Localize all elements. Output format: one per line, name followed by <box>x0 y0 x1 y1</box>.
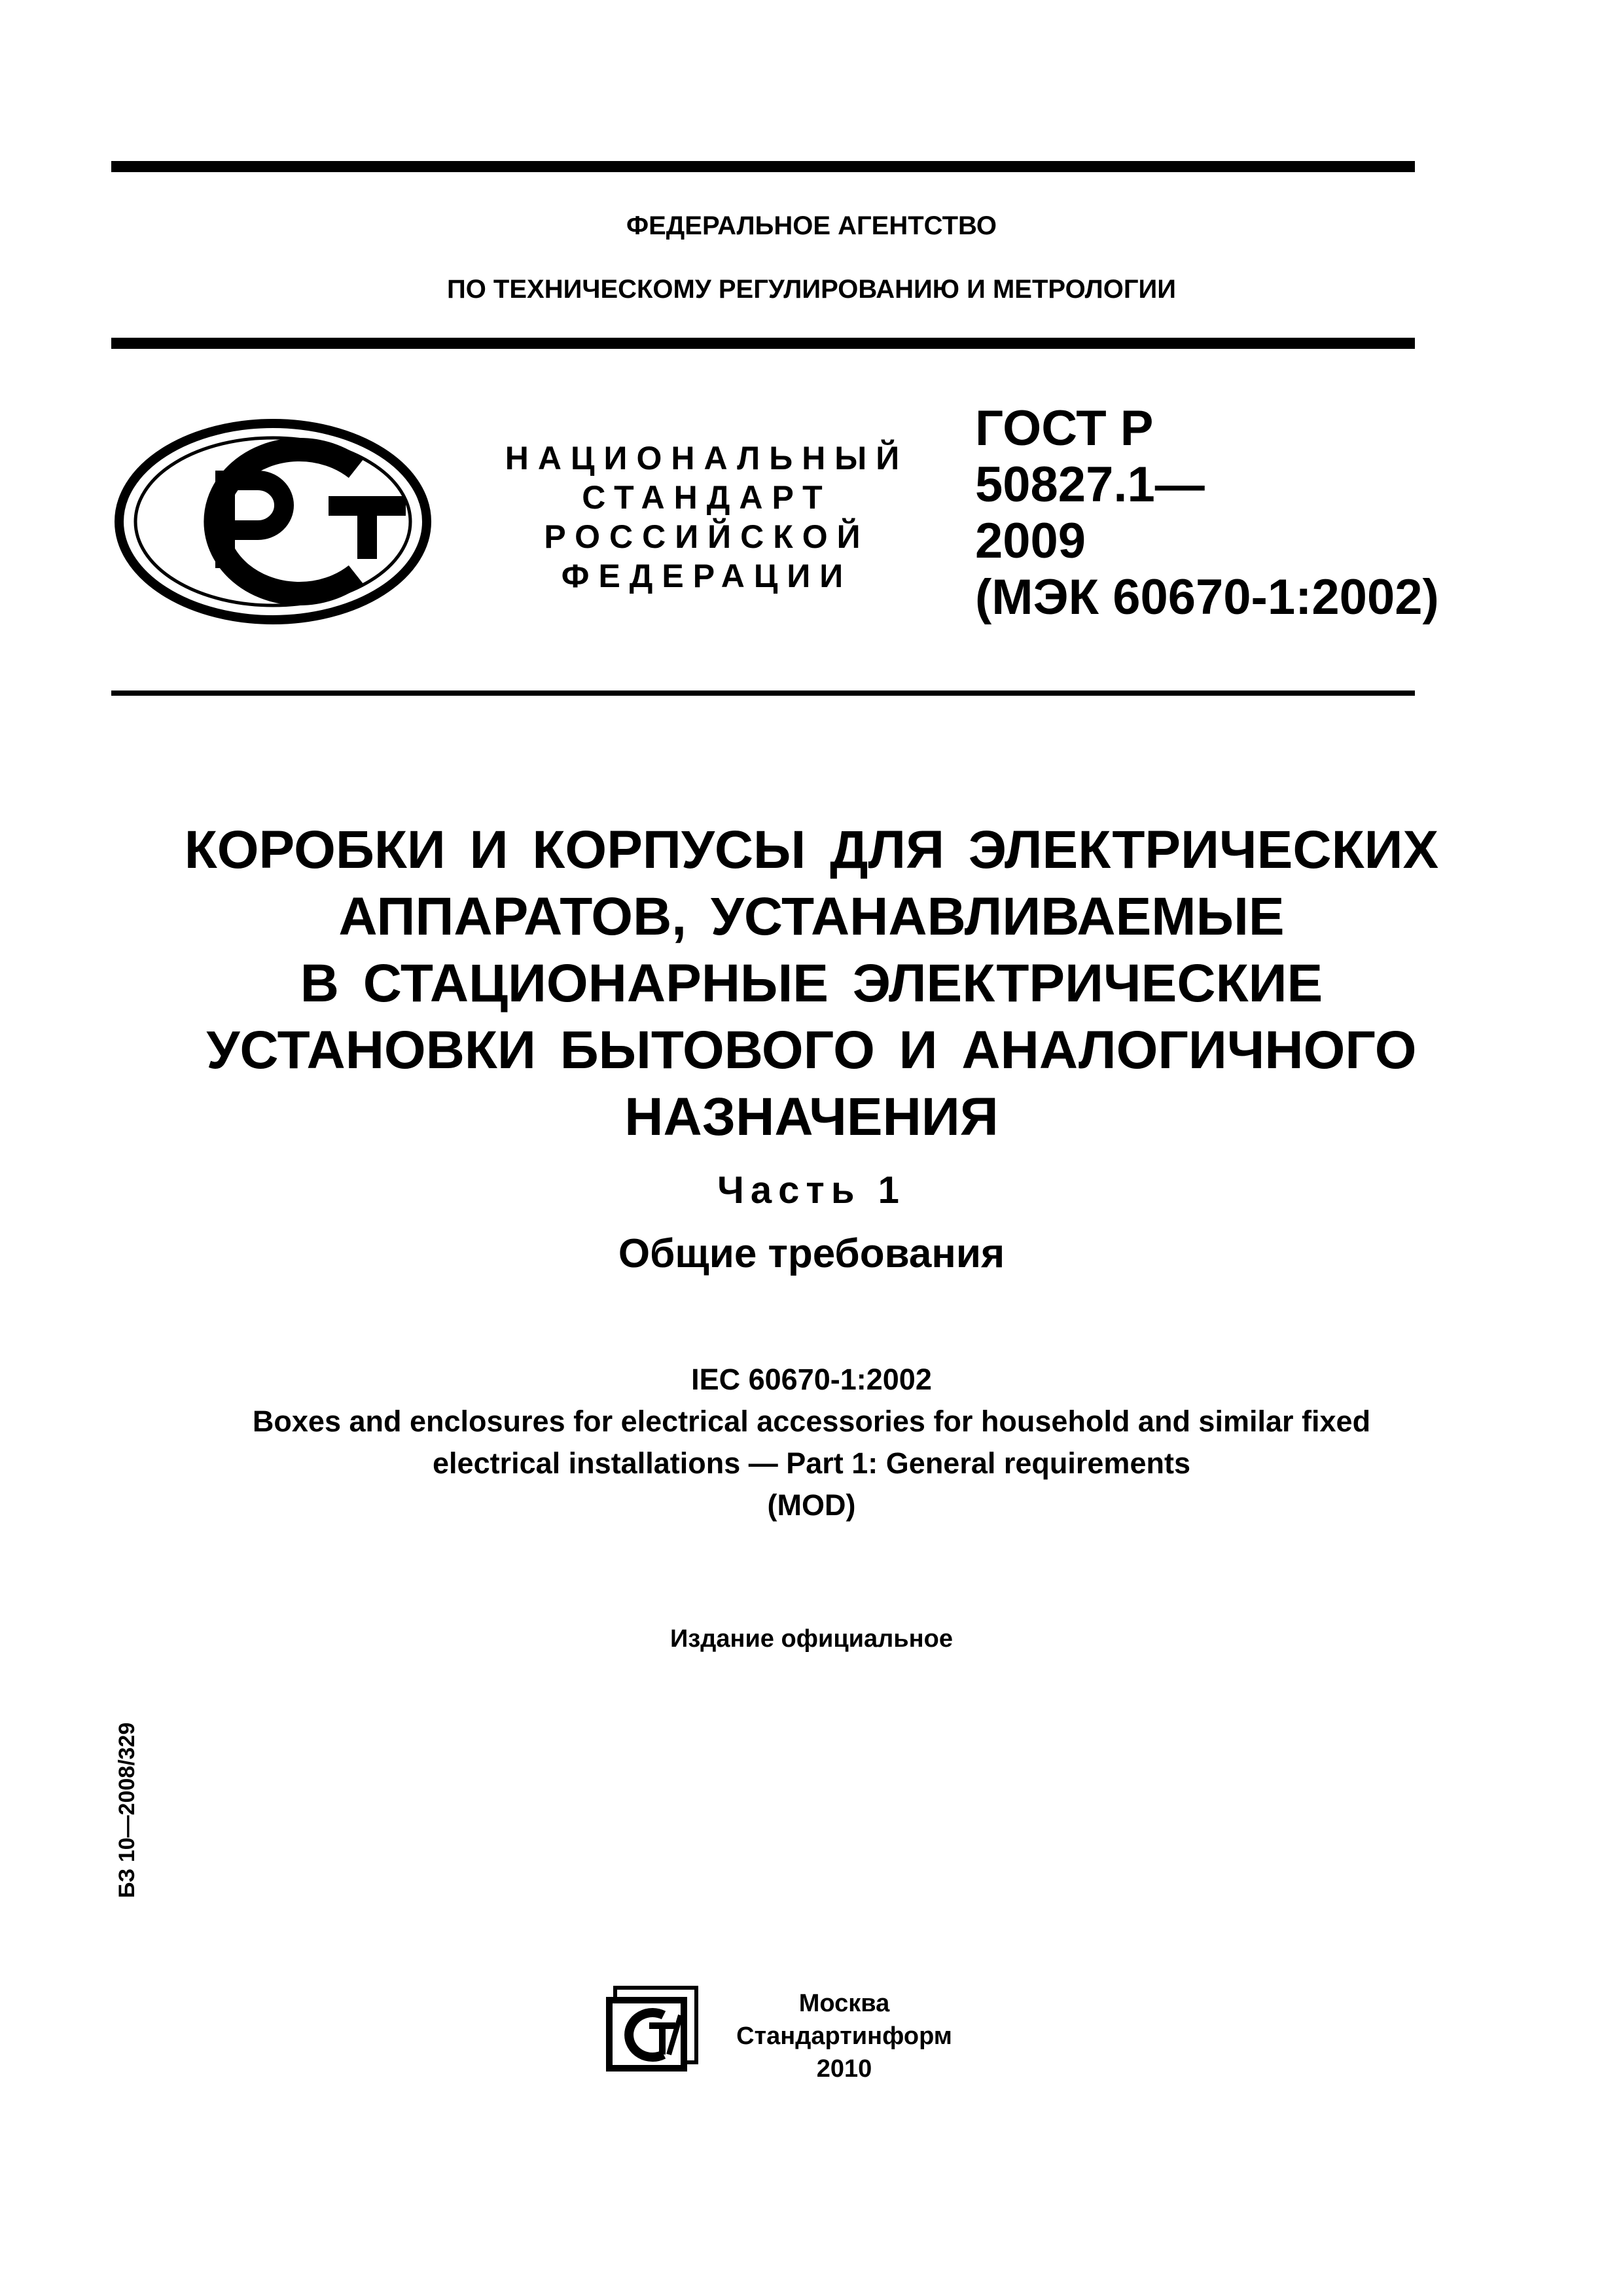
standard-type-block <box>497 439 916 596</box>
title-line: КОРОБКИ И КОРПУСЫ ДЛЯ ЭЛЕКТРИЧЕСКИХ <box>184 820 1439 880</box>
part-label: Часть 1 <box>717 1169 906 1211</box>
middle-rule <box>111 338 1415 349</box>
designation-line: 2009 <box>975 513 1086 569</box>
title-line: В СТАЦИОНАРНЫЕ ЭЛЕКТРИЧЕСКИЕ <box>300 954 1323 1013</box>
title-line: УСТАНОВКИ БЫТОВОГО И АНАЛОГИЧНОГО <box>206 1020 1417 1080</box>
publisher-year: 2010 <box>816 2055 872 2083</box>
side-code: БЗ 10—2008/329 <box>115 1722 139 1898</box>
designation-line: ГОСТ Р <box>975 401 1154 456</box>
agency-line-1: ФЕДЕРАЛЬНОЕ АГЕНТСТВО <box>626 211 997 240</box>
iec-line: electrical installations — Part 1: General requirements <box>433 1446 1190 1480</box>
iec-reference <box>0 1359 1623 1526</box>
subtitle: Общие требования <box>618 1231 1005 1276</box>
standard-type-line: НАЦИОНАЛЬНЫЙ <box>505 440 909 476</box>
iec-line: IEC 60670-1:2002 <box>691 1363 932 1396</box>
publisher-block <box>713 1987 975 2085</box>
top-rule <box>111 161 1415 172</box>
agency-line-2: ПО ТЕХНИЧЕСКОМУ РЕГУЛИРОВАНИЮ И МЕТРОЛОГИИ <box>446 275 1177 304</box>
rst-logo-icon <box>113 418 433 626</box>
iec-line: Boxes and enclosures for electrical accessories for household and similar fixed <box>252 1405 1371 1438</box>
designation-line: 50827.1— <box>975 457 1205 512</box>
standard-type-line: ФЕДЕРАЦИИ <box>561 558 853 594</box>
standard-type-line: РОССИЙСКОЙ <box>544 518 870 555</box>
standard-designation <box>975 401 1439 626</box>
publisher-city: Москва <box>798 1990 890 2017</box>
thin-rule <box>111 691 1415 696</box>
standartinform-logo-icon <box>603 1981 708 2079</box>
standard-type-line: СТАНДАРТ <box>582 479 832 516</box>
title-line: АППАРАТОВ, УСТАНАВЛИВАЕМЫЕ <box>338 887 1285 946</box>
iec-line: (MOD) <box>767 1488 856 1522</box>
edition-label: Издание официальное <box>670 1625 953 1653</box>
document-title <box>0 817 1623 1151</box>
designation-line: (МЭК 60670-1:2002) <box>975 569 1439 625</box>
title-line: НАЗНАЧЕНИЯ <box>624 1087 999 1147</box>
publisher-name: Стандартинформ <box>736 2022 952 2050</box>
